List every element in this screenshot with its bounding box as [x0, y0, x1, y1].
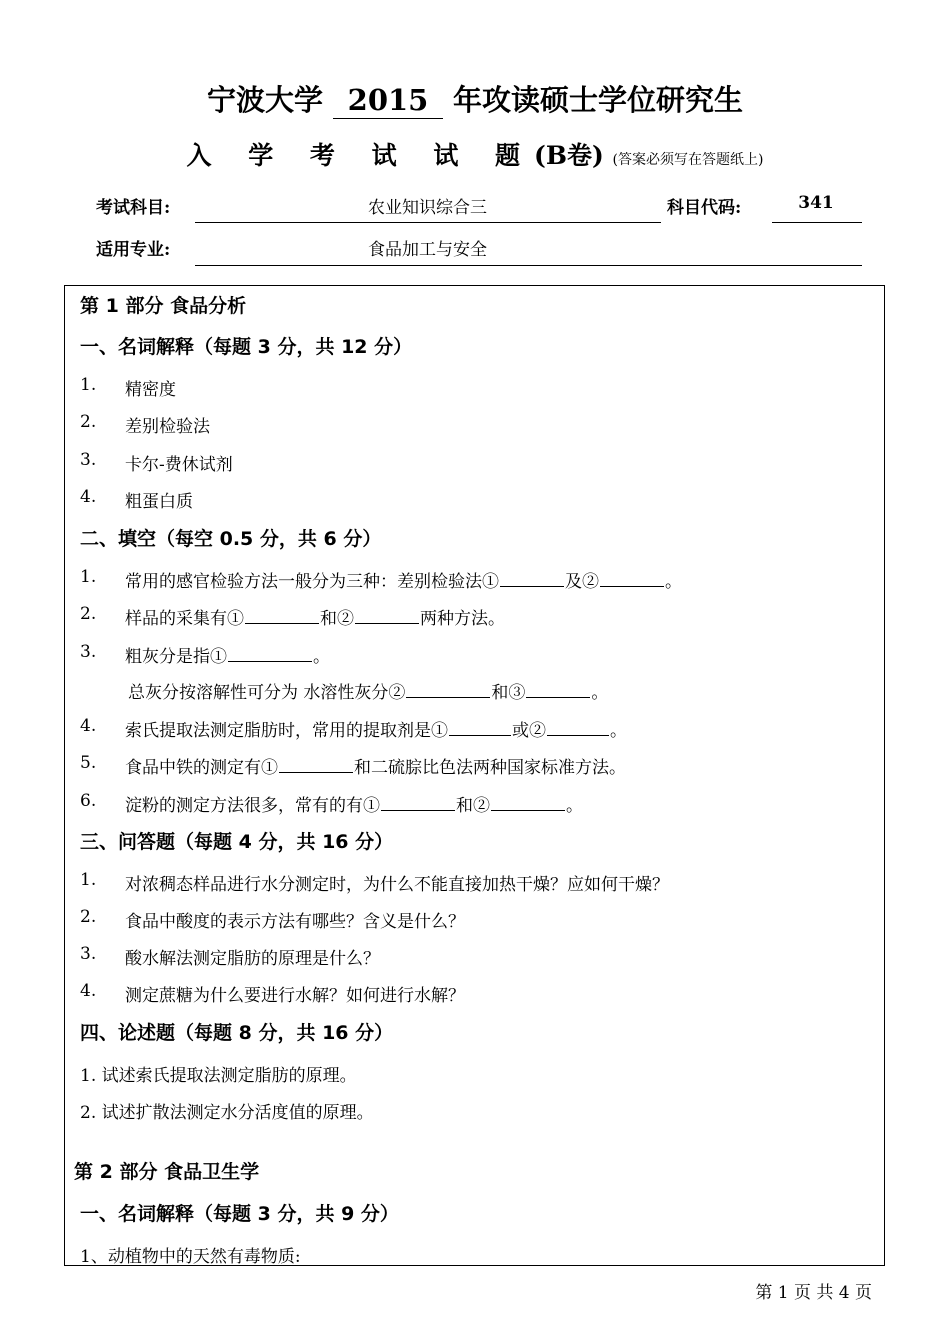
- number: 3.: [80, 642, 97, 662]
- number: 4.: [80, 487, 97, 507]
- exam-title: [0, 78, 950, 119]
- fill-question: 总灰分按溶解性可分为 水溶性灰分② 和③ 。: [128, 683, 609, 703]
- answer-blank[interactable]: [449, 734, 511, 736]
- code-label: 科目代码:: [667, 198, 742, 218]
- answer-blank[interactable]: [245, 622, 319, 624]
- part2-s1-title: 一、名词解释（每题 3 分，共 9 分）: [80, 1203, 399, 1225]
- answer-blank[interactable]: [228, 660, 312, 662]
- answer-blank[interactable]: [381, 809, 455, 811]
- answer-blank[interactable]: [279, 771, 353, 773]
- number: 5.: [80, 753, 97, 773]
- part1-title: 第 1 部分 食品分析: [80, 295, 247, 317]
- answer-blank[interactable]: [547, 734, 609, 736]
- fill-question: 常用的感官检验方法一般分为三种：差别检验法① 及② 。: [125, 572, 682, 592]
- subject-label: 考试科目:: [96, 198, 171, 218]
- number: 2.: [80, 907, 97, 927]
- answer-blank[interactable]: [500, 585, 564, 587]
- answer-blank[interactable]: [355, 622, 419, 624]
- major-value: 食品加工与安全: [368, 240, 487, 260]
- exam-year: 2015: [333, 83, 443, 119]
- fill-question: 淀粉的测定方法很多，常有的有① 和② 。: [125, 796, 583, 816]
- subject-underline: [195, 222, 661, 223]
- answer-blank[interactable]: [600, 585, 664, 587]
- major-underline: [195, 265, 862, 266]
- term-item: 粗蛋白质: [125, 492, 193, 512]
- subtitle-main: 入 学 考 试 试 题: [186, 141, 535, 170]
- term-item: 卡尔-费休试剂: [125, 455, 233, 475]
- fill-question: 粗灰分是指① 。: [125, 647, 330, 667]
- number: 4.: [80, 981, 97, 1001]
- number: 1.: [80, 870, 97, 890]
- term-item: 差别检验法: [125, 417, 210, 437]
- essay-item: 1. 试述索氏提取法测定脂肪的原理。: [80, 1066, 357, 1086]
- answer-blank[interactable]: [491, 809, 565, 811]
- term-item: 1、动植物中的天然有毒物质:: [80, 1247, 301, 1267]
- fill-question: 食品中铁的测定有① 和二硫腙比色法两种国家标准方法。: [125, 758, 626, 778]
- part1-s4-title: 四、论述题（每题 8 分，共 16 分）: [80, 1022, 394, 1044]
- qa-item: 对浓稠态样品进行水分测定时，为什么不能直接加热干燥？应如何干燥？: [125, 875, 669, 895]
- qa-item: 食品中酸度的表示方法有哪些？含义是什么？: [125, 912, 465, 932]
- paper-version: (B卷): [534, 141, 604, 170]
- term-item: 精密度: [125, 380, 176, 400]
- number: 4.: [80, 716, 97, 736]
- number: 2.: [80, 412, 97, 432]
- answer-blank[interactable]: [526, 696, 590, 698]
- major-label: 适用专业:: [96, 240, 171, 260]
- page-number: 第 1 页 共 4 页: [755, 1283, 872, 1303]
- university-name: 宁波大学: [206, 83, 323, 117]
- answer-blank[interactable]: [406, 696, 490, 698]
- fill-question: 样品的采集有① 和② 两种方法。: [125, 609, 505, 629]
- number: 6.: [80, 791, 97, 811]
- qa-item: 酸水解法测定脂肪的原理是什么？: [125, 949, 380, 969]
- answer-note: (答案必须写在答题纸上): [612, 152, 764, 168]
- number: 1.: [80, 567, 97, 587]
- number: 3.: [80, 450, 97, 470]
- part1-s2-title: 二、填空（每空 0.5 分，共 6 分）: [80, 528, 382, 550]
- qa-item: 测定蔗糖为什么要进行水解？如何进行水解？: [125, 986, 465, 1006]
- part1-s3-title: 三、问答题（每题 4 分，共 16 分）: [80, 831, 394, 853]
- code-value: 341: [798, 193, 834, 213]
- title-suffix: 年攻读硕士学位研究生: [453, 83, 744, 117]
- part2-title: 第 2 部分 食品卫生学: [74, 1161, 260, 1183]
- essay-item: 2. 试述扩散法测定水分活度值的原理。: [80, 1103, 374, 1123]
- number: 3.: [80, 944, 97, 964]
- number: 2.: [80, 604, 97, 624]
- part1-s1-title: 一、名词解释（每题 3 分，共 12 分）: [80, 336, 413, 358]
- subject-value: 农业知识综合三: [368, 198, 487, 218]
- exam-subtitle: [0, 136, 950, 172]
- number: 1.: [80, 375, 97, 395]
- code-underline: [772, 222, 862, 223]
- fill-question: 索氏提取法测定脂肪时，常用的提取剂是① 或② 。: [125, 721, 627, 741]
